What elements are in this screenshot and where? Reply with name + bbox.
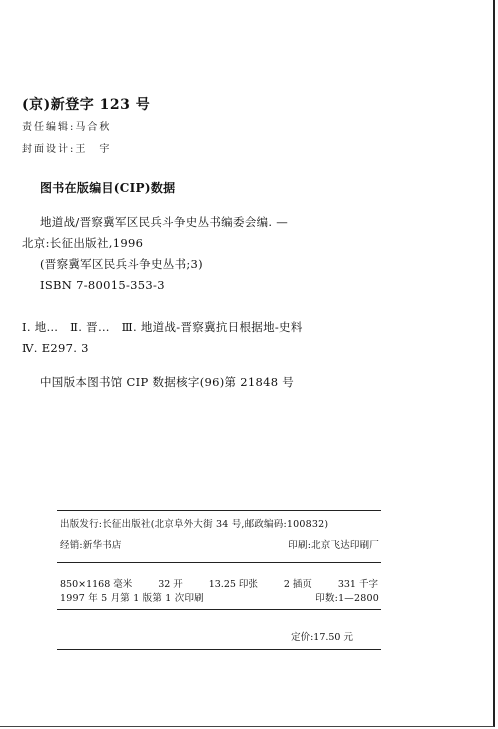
publisher-line: 出版发行:长征出版社(北京阜外大街 34 号,邮政编码:100832) <box>60 519 329 530</box>
divider-middle <box>57 562 381 563</box>
edition-line: 1997 年 5 月第 1 版第 1 次印刷 <box>60 593 204 604</box>
editor-credit: 责任编辑:马合秋 <box>22 122 112 133</box>
cip-isbn: ISBN 7-80015-353-3 <box>40 278 165 292</box>
cip-line-1: 地道战/晋察冀军区民兵斗争史丛书编委会编. — <box>40 215 289 229</box>
spec-word-count: 331 千字 <box>337 579 378 590</box>
spec-inserts: 2 插页 <box>283 579 312 590</box>
spec-sheets: 13.25 印张 <box>208 579 258 590</box>
divider-bottom <box>57 649 381 650</box>
cip-record-number: 中国版本图书馆 CIP 数据核字(96)第 21848 号 <box>40 375 295 389</box>
cover-design-credit: 封面设计:王 宇 <box>22 144 112 155</box>
printer-line: 印刷:北京飞达印刷厂 <box>288 540 379 551</box>
divider-top <box>57 510 381 511</box>
print-run-line: 印数:1—2800 <box>315 593 379 604</box>
distributor-line: 经销:新华书店 <box>60 540 122 551</box>
spec-format: 850×1168 毫米 <box>60 579 133 590</box>
divider-lower <box>57 609 381 610</box>
price-line: 定价:17.50 元 <box>291 632 353 643</box>
specs-row <box>60 576 378 590</box>
cip-line-3: (晋察冀军区民兵斗争史丛书;3) <box>40 257 203 271</box>
registration-number: (京)新登字 123 号 <box>22 97 151 113</box>
spec-folio: 32 开 <box>158 579 183 590</box>
cip-line-2: 北京:长征出版社,1996 <box>22 236 144 250</box>
cip-classification: Ⅳ. E297. 3 <box>22 341 89 355</box>
cip-heading: 图书在版编目(CIP)数据 <box>40 181 176 195</box>
cip-subject-terms: Ⅰ. 地… Ⅱ. 晋… Ⅲ. 地道战-晋察冀抗日根据地-史料 <box>22 320 303 334</box>
